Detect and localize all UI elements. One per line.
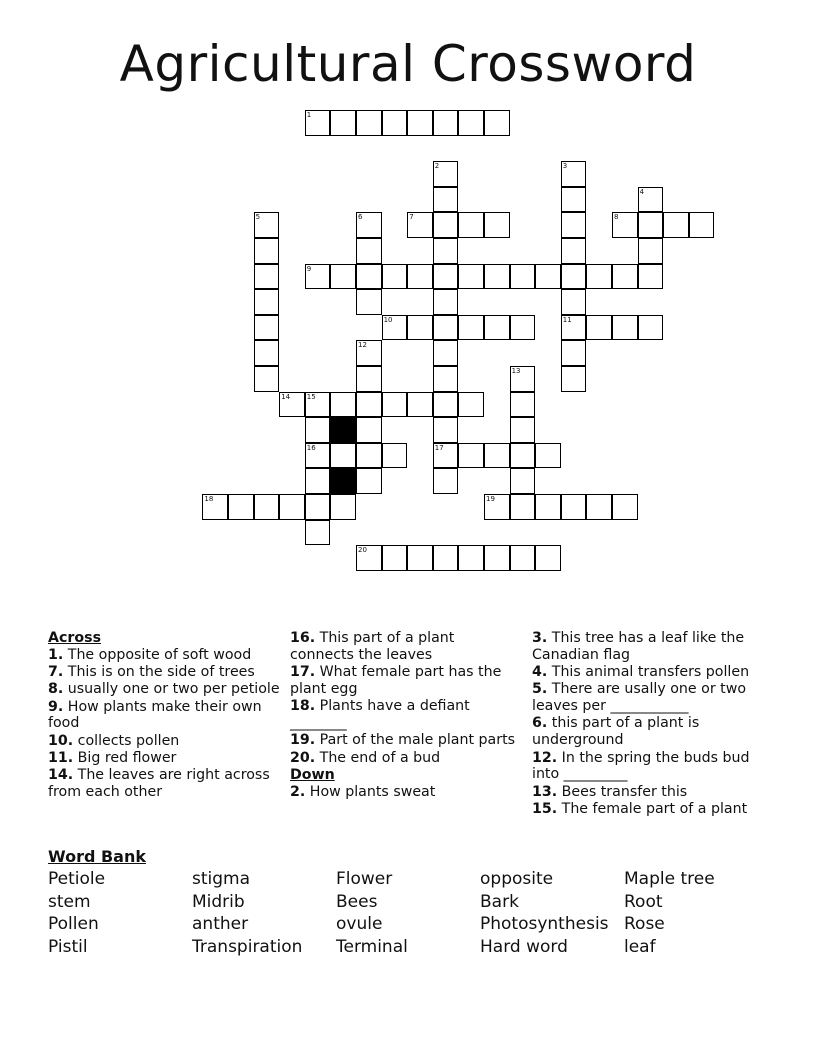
clue-item-number: 19. [290,732,316,749]
crossword-cell[interactable] [254,315,280,341]
clue-item-number: 10. [48,732,74,749]
clue-item [290,750,520,767]
clue-item [290,732,520,749]
crossword-cell[interactable] [382,315,408,341]
crossword-cell[interactable] [356,443,382,469]
crossword-cell[interactable] [510,366,536,392]
crossword-cell[interactable] [535,443,561,469]
crossword-cell[interactable] [510,545,536,571]
crossword-cell[interactable] [689,212,715,238]
clue-item [290,698,520,732]
crossword-cell[interactable] [433,289,459,315]
word-bank-item: ovule [336,914,383,935]
clue-item [532,715,772,749]
crossword-cell[interactable] [561,161,587,187]
word-bank-item: Bees [336,891,378,912]
clue-number: 11 [562,315,572,324]
crossword-cell[interactable] [458,545,484,571]
crossword-cell[interactable] [356,366,382,392]
crossword-cell[interactable] [279,392,305,418]
crossword-cell[interactable] [484,443,510,469]
crossword-cell[interactable] [510,315,536,341]
clue-item-text: Part of the male plant parts [315,732,516,749]
crossword-cell[interactable] [433,366,459,392]
clue-item [290,664,520,698]
clue-item-number: 17. [290,664,316,681]
clue-item-text: This animal transfers pollen [547,664,750,681]
crossword-cell[interactable] [586,315,612,341]
crossword-cell[interactable] [561,238,587,264]
crossword-cell[interactable] [305,468,331,494]
clue-item-number: 18. [290,698,316,715]
word-bank-item: leaf [624,936,656,957]
word-bank-item: stigma [192,869,251,889]
word-bank-item: Midrib [192,891,245,912]
crossword-cell[interactable] [356,110,382,136]
word-bank-item: stem [48,891,91,912]
crossword-cell[interactable] [254,212,280,238]
clue-item-text: this part of a plant is underground [532,715,700,749]
crossword-cell[interactable] [305,494,331,520]
crossword-cell[interactable] [561,289,587,315]
crossword-cell[interactable] [612,212,638,238]
clues-column-2 [290,630,520,801]
crossword-cell[interactable] [561,187,587,213]
clue-item-text: This is on the side of trees [63,664,255,681]
clue-item-text: How plants make their own food [48,698,262,732]
crossword-cell[interactable] [586,494,612,520]
crossword-cell[interactable] [433,392,459,418]
clue-item-text: The female part of a plant [557,800,748,817]
crossword-cell[interactable] [433,468,459,494]
crossword-cell[interactable] [382,392,408,418]
crossword-cell[interactable] [407,545,433,571]
word-bank-title: Word Bank [48,847,147,866]
word-bank-item: opposite [480,869,554,889]
crossword-cell[interactable] [407,315,433,341]
clue-item-number: 6. [532,715,548,732]
crossword-cell[interactable] [484,110,510,136]
crossword-cell[interactable] [305,392,331,418]
crossword-cell[interactable] [561,494,587,520]
crossword-cell[interactable] [305,417,331,443]
crossword-cell[interactable] [612,315,638,341]
crossword-cell[interactable] [433,545,459,571]
crossword-cell[interactable] [433,110,459,136]
clue-item-text: There are usally one or two leaves per ___________ [532,681,747,715]
clue-item-text: usually one or two per petiole [63,681,280,698]
crossword-cell[interactable] [202,494,228,520]
crossword-cell[interactable] [382,443,408,469]
clue-item-number: 9. [48,698,64,715]
crossword-cell[interactable] [535,264,561,290]
clues-column-1 [48,630,288,801]
clue-number: 9 [306,264,312,273]
crossword-cell[interactable] [638,238,664,264]
clue-number: 13 [511,367,521,375]
clue-item [532,664,772,681]
clue-item [290,784,520,801]
crossword-cell[interactable] [330,494,356,520]
crossword-cell[interactable] [407,110,433,136]
clue-item-text: The opposite of soft wood [63,646,252,663]
crossword-cell[interactable] [305,443,331,469]
crossword-cell[interactable] [382,110,408,136]
word-bank-item: Transpiration [192,936,303,957]
clue-item-number: 15. [532,800,558,817]
crossword-cell[interactable] [254,289,280,315]
clue-number: 4 [639,187,645,196]
blocked-cell [330,468,356,494]
crossword-cell[interactable] [510,494,536,520]
clue-item-text: Plants have a defiant ________ [290,698,470,731]
crossword-cell[interactable] [484,315,510,341]
clue-item-text: Bees transfer this [557,783,688,800]
clue-item [532,750,772,784]
crossword-cell[interactable] [279,494,305,520]
crossword-cell[interactable] [433,443,459,469]
crossword-cell[interactable] [510,392,536,418]
across-heading: Across [48,630,102,646]
clue-number: 18 [204,495,214,503]
word-bank-item: Pistil [48,936,88,957]
crossword-cell[interactable] [458,315,484,341]
crossword-cell[interactable] [228,494,254,520]
down-clue-list-continued [532,630,772,818]
crossword-cell[interactable] [458,443,484,469]
crossword-cell[interactable] [433,212,459,238]
crossword-cell[interactable] [433,417,459,443]
crossword-cell[interactable] [535,545,561,571]
crossword-cell[interactable] [330,443,356,469]
crossword-cell[interactable] [638,315,664,341]
crossword-cell[interactable] [433,264,459,290]
word-bank-item: Maple tree [624,869,715,889]
across-clue-list [48,647,288,801]
crossword-cell[interactable] [433,340,459,366]
clue-number: 15 [306,392,316,401]
crossword-cell[interactable] [382,545,408,571]
crossword-cell[interactable] [561,264,587,290]
word-bank-item: Terminal [336,936,408,957]
crossword-cell[interactable] [458,110,484,136]
crossword-cell[interactable] [356,392,382,418]
crossword-cell[interactable] [638,212,664,238]
word-bank-item: Flower [336,869,393,889]
clue-item-number: 8. [48,681,64,698]
crossword-cell[interactable] [663,212,689,238]
crossword-cell[interactable] [561,212,587,238]
clue-number: 8 [614,213,619,222]
clue-item-number: 12. [532,749,558,766]
crossword-cell[interactable] [612,494,638,520]
crossword-cell[interactable] [305,520,331,546]
down-heading: Down [290,766,335,783]
crossword-cell[interactable] [356,264,382,290]
crossword-cell[interactable] [510,443,536,469]
clue-item [48,681,288,698]
crossword-cell[interactable] [330,392,356,418]
clue-number: 1 [306,111,312,119]
crossword-cell[interactable] [330,264,356,290]
crossword-cell[interactable] [254,366,280,392]
word-bank-item: anther [192,914,249,935]
clue-item-number: 16. [290,630,316,646]
crossword-cell[interactable] [561,315,587,341]
crossword-cell[interactable] [407,264,433,290]
crossword-cell[interactable] [510,417,536,443]
crossword-cell[interactable] [356,289,382,315]
word-bank [48,868,768,958]
clue-item-text: How plants sweat [305,783,436,800]
crossword-cell[interactable] [458,264,484,290]
word-bank-item: Pollen [48,914,99,935]
crossword-cell[interactable] [535,494,561,520]
crossword-cell[interactable] [561,366,587,392]
clue-item-number: 1. [48,646,64,663]
clue-item-number: 20. [290,749,316,766]
crossword-cell[interactable] [484,494,510,520]
word-bank-item: Root [624,891,663,912]
clue-number: 17 [434,443,444,452]
clue-number: 5 [255,213,261,222]
clue-number: 16 [306,443,316,452]
clue-item-text: collects pollen [73,732,180,749]
clue-item-text: Big red flower [73,750,177,767]
crossword-cell[interactable] [510,468,536,494]
clue-item-number: 11. [48,750,74,767]
clue-item [290,630,520,664]
clue-item-number: 7. [48,664,64,681]
clue-item-number: 5. [532,681,548,698]
word-bank-item: Hard word [480,936,568,957]
clue-item [532,630,772,664]
crossword-cell[interactable] [484,264,510,290]
clue-item-text: The leaves are right across from each other [48,767,270,801]
crossword-cell[interactable] [612,264,638,290]
word-bank-item: Petiole [48,869,106,889]
word-bank-item: Bark [480,891,519,912]
crossword-cell[interactable] [638,264,664,290]
clue-number: 20 [358,546,367,555]
crossword-cell[interactable] [638,187,664,213]
clue-number: 2 [434,162,440,171]
crossword-cell[interactable] [458,212,484,238]
crossword-cell[interactable] [382,264,408,290]
crossword-cell[interactable] [330,110,356,136]
word-bank-item: Photosynthesis [480,914,609,935]
clue-item [48,750,288,767]
clues-column-3 [532,630,772,818]
crossword-cell[interactable] [433,161,459,187]
clue-item-text: The end of a bud [315,749,441,766]
crossword-cell[interactable] [484,212,510,238]
clue-number: 19 [486,495,495,503]
clue-item [48,767,288,801]
crossword-cell[interactable] [484,545,510,571]
clue-item-text: What female part has the plant egg [290,664,502,697]
crossword-cell[interactable] [433,315,459,341]
clue-item [532,784,772,801]
crossword-cell[interactable] [407,392,433,418]
crossword-cell[interactable] [254,238,280,264]
crossword-cell[interactable] [561,340,587,366]
crossword-cell[interactable] [586,264,612,290]
clue-item-number: 3. [532,630,548,646]
clue-item [48,733,288,750]
across-clue-list-continued [290,630,520,766]
clue-item-text: In the spring the buds bud into _________ [532,749,750,783]
crossword-cell[interactable] [254,264,280,290]
crossword-cell[interactable] [305,264,331,290]
blocked-cell [330,417,356,443]
clue-item-number: 13. [532,783,558,800]
crossword-cell[interactable] [458,392,484,418]
clue-item-number: 14. [48,767,74,784]
clue-number: 10 [383,315,393,324]
crossword-cell[interactable] [356,212,382,238]
crossword-cell[interactable] [356,417,382,443]
clue-item-number: 4. [532,664,548,681]
clue-item [48,647,288,664]
crossword-cell[interactable] [433,187,459,213]
clue-item [48,664,288,681]
clue-item [532,681,772,715]
crossword-cell[interactable] [254,340,280,366]
crossword-cell[interactable] [356,545,382,571]
clue-number: 7 [409,213,414,222]
clue-item-text: This part of a plant connects the leaves [290,630,455,663]
clue-number: 12 [358,341,367,350]
down-clue-list [290,784,520,801]
clue-number: 14 [281,392,291,401]
page-title: Agricultural Crossword [119,35,697,93]
crossword-cell[interactable] [356,238,382,264]
clue-item [532,801,772,818]
crossword-cell[interactable] [407,212,433,238]
crossword-cell[interactable] [305,110,331,136]
clue-item-number: 2. [290,783,306,800]
crossword-cell[interactable] [510,264,536,290]
clue-number: 3 [562,162,568,171]
crossword-cell[interactable] [433,238,459,264]
clue-number: 6 [358,213,363,222]
crossword-cell[interactable] [356,340,382,366]
clue-item-text: This tree has a leaf like the Canadian flag [532,630,745,663]
crossword-cell[interactable] [254,494,280,520]
word-bank-item: Rose [624,914,665,935]
crossword-cell[interactable] [356,468,382,494]
clue-item [48,699,288,733]
